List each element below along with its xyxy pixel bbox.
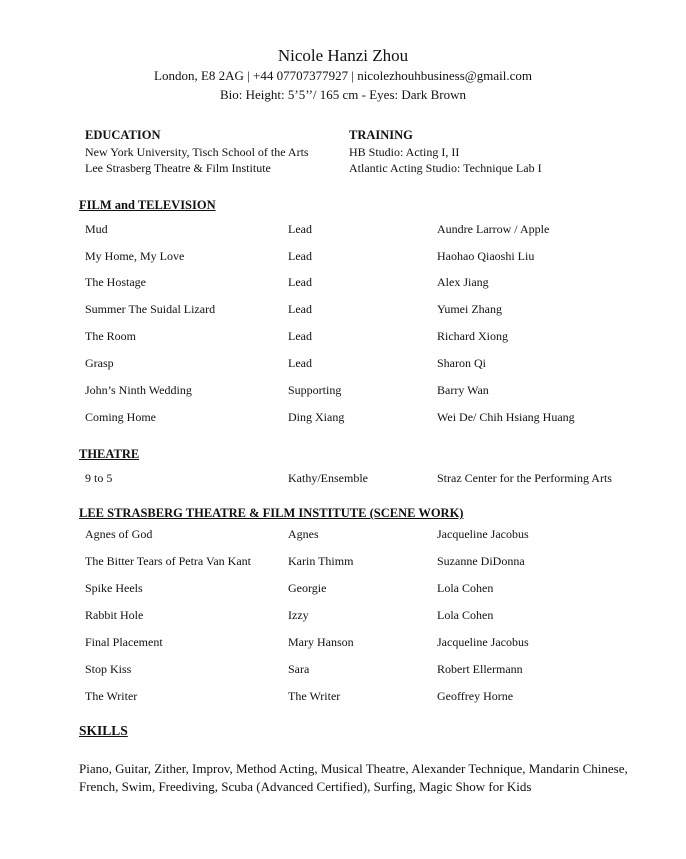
credit-title: Mud <box>85 222 108 236</box>
credit-role: Sara <box>288 662 310 676</box>
credit-title: Final Placement <box>85 635 163 649</box>
film-tv-heading: FILM and TELEVISION <box>79 198 216 212</box>
credit-director: Richard Xiong <box>437 329 508 343</box>
credit-title: Grasp <box>85 356 114 370</box>
resume-name: Nicole Hanzi Zhou <box>277 46 409 65</box>
credit-director: Robert Ellermann <box>437 662 523 676</box>
table-row <box>0 526 686 544</box>
credit-title: Summer The Suidal Lizard <box>85 302 216 316</box>
credit-title: John’s Ninth Wedding <box>85 383 192 397</box>
training-heading: TRAINING <box>349 128 413 142</box>
credit-title: 9 to 5 <box>85 471 113 485</box>
credit-director: Suzanne DiDonna <box>437 554 525 568</box>
credit-title: Rabbit Hole <box>85 608 144 622</box>
credit-title: My Home, My Love <box>85 249 185 263</box>
credit-role: Lead <box>288 356 312 370</box>
credit-director: Yumei Zhang <box>437 302 502 316</box>
credit-role: Lead <box>288 329 312 343</box>
credit-director: Wei De/ Chih Hsiang Huang <box>437 410 575 424</box>
education-line: New York University, Tisch School of the Arts <box>85 144 309 159</box>
credit-role: Karin Thimm <box>288 554 354 568</box>
credit-role: Kathy/Ensemble <box>288 471 368 485</box>
education-block <box>85 127 309 177</box>
credit-role: The Writer <box>288 689 341 703</box>
table-row <box>0 634 686 652</box>
training-line: HB Studio: Acting I, II <box>349 144 460 159</box>
table-row <box>0 221 686 239</box>
credit-director: Alex Jiang <box>437 275 489 289</box>
credit-role: Lead <box>288 275 312 289</box>
table-row <box>0 607 686 625</box>
theatre-heading: THEATRE <box>79 447 140 461</box>
credit-title: The Writer <box>85 689 138 703</box>
table-row <box>0 553 686 571</box>
credit-title: Agnes of God <box>85 527 153 541</box>
table-row <box>0 688 686 706</box>
credit-director: Lola Cohen <box>437 581 494 595</box>
education-heading: EDUCATION <box>85 128 161 142</box>
training-block <box>349 127 542 177</box>
scene-work-heading: LEE STRASBERG THEATRE & FILM INSTITUTE (SCENE WORK) <box>79 506 464 520</box>
table-row <box>0 409 686 427</box>
credit-title: Stop Kiss <box>85 662 132 676</box>
credit-role: Mary Hanson <box>288 635 354 649</box>
table-row <box>0 580 686 598</box>
credit-director: Jacqueline Jacobus <box>437 635 529 649</box>
training-line: Atlantic Acting Studio: Technique Lab I <box>349 161 542 175</box>
credit-title: Spike Heels <box>85 581 143 595</box>
credit-role: Georgie <box>288 581 327 595</box>
table-row <box>0 382 686 400</box>
credit-role: Ding Xiang <box>288 410 345 424</box>
credit-title: Coming Home <box>85 410 156 424</box>
credit-role: Agnes <box>288 527 319 541</box>
credit-title: The Room <box>85 329 136 343</box>
credit-venue: Straz Center for the Performing Arts <box>437 471 612 485</box>
credit-director: Haohao Qiaoshi Liu <box>437 249 535 263</box>
credit-role: Izzy <box>288 608 309 622</box>
credit-role: Supporting <box>288 383 342 397</box>
credit-role: Lead <box>288 222 312 236</box>
credit-title: The Bitter Tears of Petra Van Kant <box>85 554 252 568</box>
credit-role: Lead <box>288 302 312 316</box>
contact-line: London, E8 2AG | +44 07707377927 | nicolezhouhbusiness@gmail.com <box>154 68 532 83</box>
table-row <box>0 470 686 488</box>
credit-role: Lead <box>288 249 312 263</box>
credit-director: Geoffrey Horne <box>437 689 514 703</box>
education-line: Lee Strasberg Theatre & Film Institute <box>85 161 271 175</box>
credit-director: Aundre Larrow / Apple <box>437 222 550 236</box>
table-row <box>0 355 686 373</box>
skills-heading: SKILLS <box>79 723 128 738</box>
credit-director: Lola Cohen <box>437 608 494 622</box>
table-row <box>0 274 686 292</box>
skills-text: Piano, Guitar, Zither, Improv, Method Acting, Musical Theatre, Alexander Technique, Mandarin Chinese, French, Swim, Freediving, Scuba (Advanced Certified), Surfing, Magic Show for Kids <box>79 761 628 794</box>
table-row <box>0 661 686 679</box>
table-row <box>0 328 686 346</box>
credit-title: The Hostage <box>85 275 146 289</box>
bio-line: Bio: Height: 5’5’’/ 165 cm - Eyes: Dark Brown <box>220 87 466 102</box>
credit-director: Jacqueline Jacobus <box>437 527 529 541</box>
table-row <box>0 248 686 266</box>
credit-director: Sharon Qi <box>437 356 486 370</box>
credit-director: Barry Wan <box>437 383 489 397</box>
table-row <box>0 301 686 319</box>
